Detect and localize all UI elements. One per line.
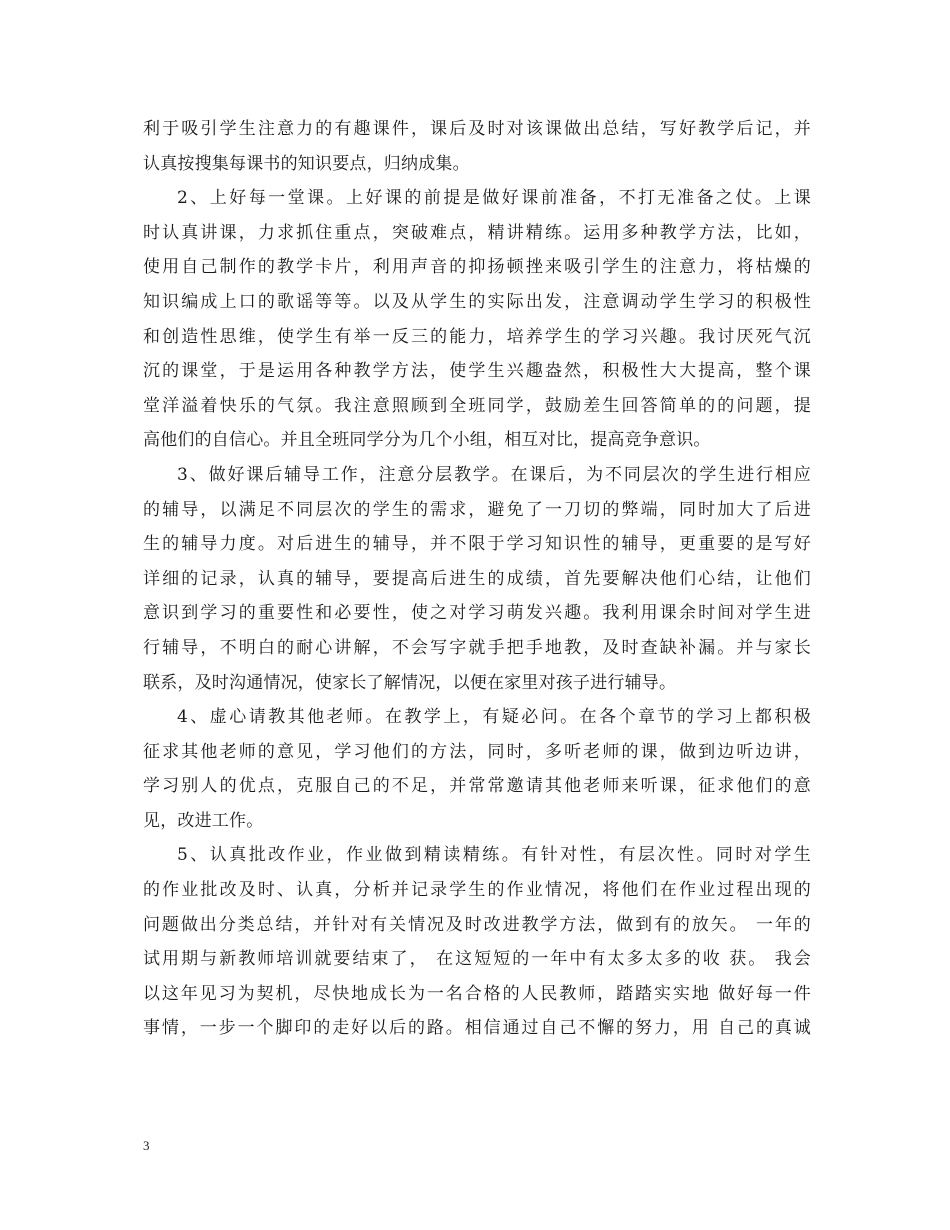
text-line: 行辅导，不明白的耐心讲解，不会写字就手把手地教，及时查缺补漏。并与家长 [143,637,811,658]
text-line: 联系，及时沟通情况，使家长了解情况，以便在家里对孩子进行辅导。 [143,672,677,693]
text-line: 高他们的自信心。并且全班同学分为几个小组，相互对比，提高竞争意识。 [143,430,711,451]
text-line: 的作业批改及时、认真，分析并记录学生的作业情况，将他们在作业过程出现的 [143,880,811,901]
text-line: 堂洋溢着快乐的气氛。我注意照顾到全班同学，鼓励差生回答简单的的问题，提 [143,395,811,416]
text-line: 详细的记录，认真的辅导，要提高后进生的成绩，首先要解决他们心结，让他们 [143,568,811,589]
body-text [143,112,811,1046]
text-line: 使用自己制作的教学卡片，利用声音的抑扬顿挫来吸引学生的注意力，将枯燥的 [143,257,811,278]
text-line: 生的辅导力度。对后进生的辅导，并不限于学习知识性的辅导，更重要的是写好 [143,534,811,555]
text-line: 沉的课堂，于是运用各种教学方法，使学生兴趣盎然，积极性大大提高，整个课 [143,361,811,382]
page-number: 3 [143,1138,150,1153]
paragraph-3-start: 3、做好课后辅导工作，注意分层教学。在课后，为不同层次的学生进行相应 [177,464,811,485]
text-line: 认真按搜集每课书的知识要点，归纳成集。 [143,153,470,174]
text-line: 见，改进工作。 [143,810,264,831]
text-line: 时认真讲课，力求抓住重点，突破难点，精讲精练。运用多种教学方法，比如， [143,222,811,243]
paragraph-5-start: 5、认真批改作业，作业做到精读精练。有针对性，有层次性。同时对学生 [177,845,811,866]
text-line: 学习别人的优点，克服自己的不足，并常常邀请其他老师来听课，征求他们的意 [143,776,811,797]
text-line: 知识编成上口的歌谣等等。以及从学生的实际出发，注意调动学生学习的积极性 [143,291,811,312]
text-line: 的辅导，以满足不同层次的学生的需求，避免了一刀切的弊端，同时加大了后进 [143,499,811,520]
text-line: 以这年见习为契机，尽快地成长为一名合格的人民教师，踏踏实实地 做好每一件 [143,983,811,1004]
text-line: 事情，一步一个脚印的走好以后的路。相信通过自己不懈的努力，用 自己的真诚 [143,1018,811,1039]
paragraph-2-start: 2、上好每一堂课。上好课的前提是做好课前准备，不打无准备之仗。上课 [177,188,811,209]
text-line: 和创造性思维，使学生有举一反三的能力，培养学生的学习兴趣。我讨厌死气沉 [143,326,811,347]
paragraph-4-start: 4、虚心请教其他老师。在教学上，有疑必问。在各个章节的学习上都积极 [177,707,811,728]
text-line: 意识到学习的重要性和必要性，使之对学习萌发兴趣。我利用课余时间对学生进 [143,603,811,624]
text-line: 试用期与新教师培训就要结束了， 在这短短的一年中有太多太多的收 获。 我会 [143,949,811,970]
text-line: 利于吸引学生注意力的有趣课件，课后及时对该课做出总结，写好教学后记，并 [143,119,811,139]
text-line: 征求其他老师的意见，学习他们的方法，同时，多听老师的课，做到边听边讲， [143,741,811,762]
text-line: 问题做出分类总结，并针对有关情况及时改进教学方法，做到有的放矢。 一年的 [143,914,811,935]
